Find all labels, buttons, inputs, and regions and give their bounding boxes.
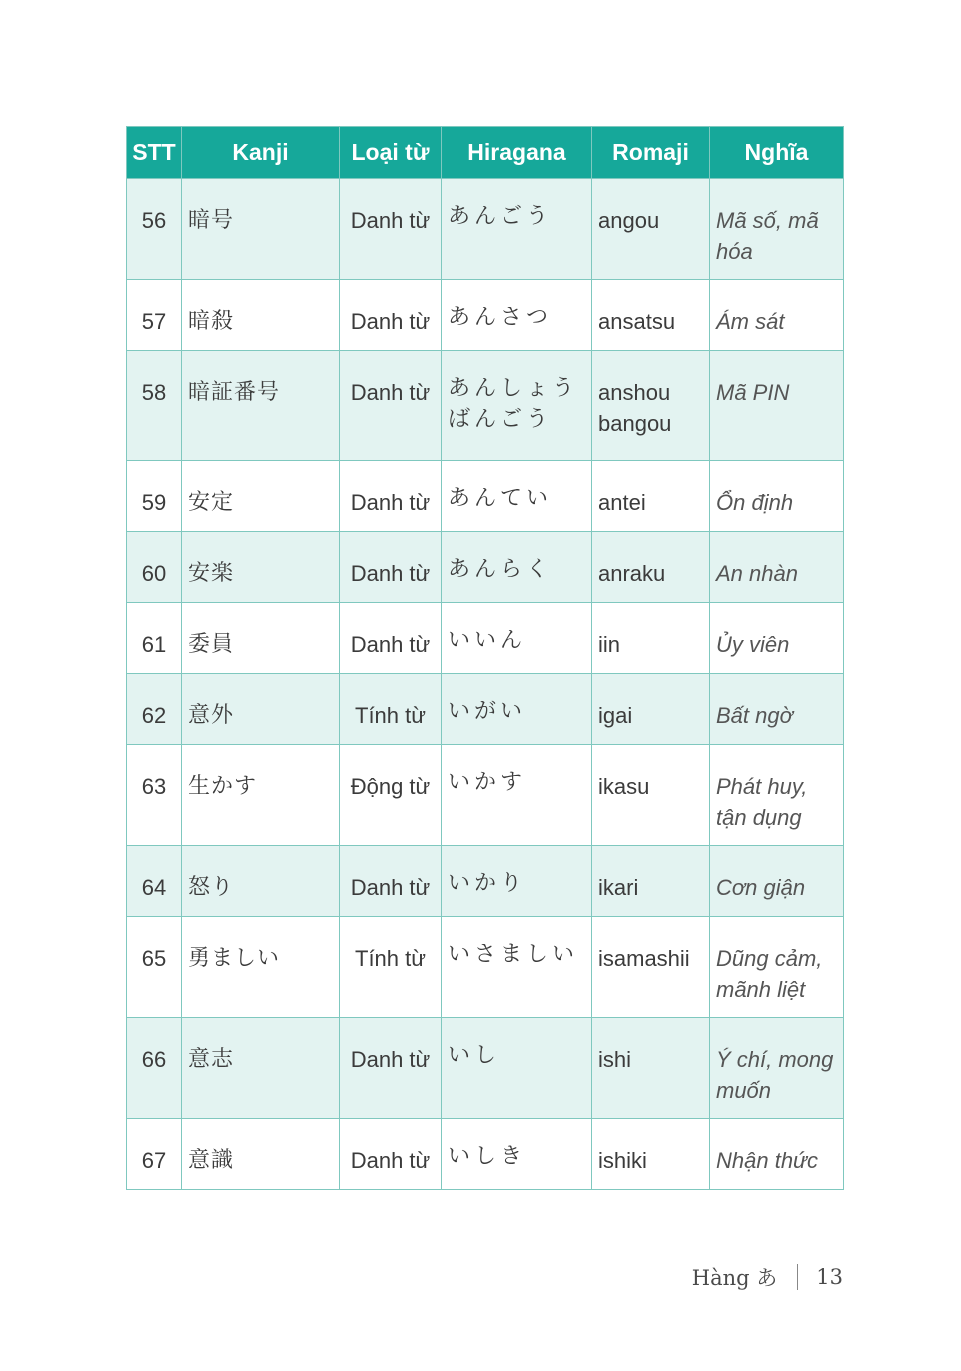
cell-hiragana: あんしょうばんごう <box>442 351 592 461</box>
table-row <box>127 280 844 351</box>
cell-stt: 63 <box>127 745 182 846</box>
header-kanji: Kanji <box>182 127 340 179</box>
cell-kanji: 暗号 <box>182 179 340 280</box>
cell-word-type: Tính từ <box>340 917 442 1018</box>
cell-meaning: An nhàn <box>710 532 844 603</box>
table-row <box>127 351 844 461</box>
table-row <box>127 674 844 745</box>
cell-hiragana: いがい <box>442 674 592 745</box>
vocabulary-table <box>126 126 844 1190</box>
cell-meaning: Dũng cảm, mãnh liệt <box>710 917 844 1018</box>
cell-stt: 61 <box>127 603 182 674</box>
cell-word-type: Danh từ <box>340 846 442 917</box>
cell-romaji: anraku <box>592 532 710 603</box>
cell-stt: 64 <box>127 846 182 917</box>
cell-romaji: ikasu <box>592 745 710 846</box>
table-row <box>127 917 844 1018</box>
cell-kanji: 安楽 <box>182 532 340 603</box>
cell-meaning: Mã số, mã hóa <box>710 179 844 280</box>
cell-stt: 60 <box>127 532 182 603</box>
table-row <box>127 179 844 280</box>
cell-word-type: Danh từ <box>340 1119 442 1190</box>
cell-kanji: 委員 <box>182 603 340 674</box>
cell-romaji: ishi <box>592 1018 710 1119</box>
cell-word-type: Danh từ <box>340 280 442 351</box>
cell-hiragana: あんさつ <box>442 280 592 351</box>
cell-stt: 67 <box>127 1119 182 1190</box>
cell-romaji: anshou bangou <box>592 351 710 461</box>
cell-kanji: 勇ましい <box>182 917 340 1018</box>
cell-stt: 65 <box>127 917 182 1018</box>
table-header-row <box>127 127 844 179</box>
cell-romaji: igai <box>592 674 710 745</box>
cell-romaji: ansatsu <box>592 280 710 351</box>
cell-word-type: Động từ <box>340 745 442 846</box>
cell-hiragana: いさましい <box>442 917 592 1018</box>
cell-meaning: Ổn định <box>710 461 844 532</box>
cell-kanji: 暗殺 <box>182 280 340 351</box>
cell-hiragana: あんごう <box>442 179 592 280</box>
cell-romaji: ishiki <box>592 1119 710 1190</box>
cell-kanji: 怒り <box>182 846 340 917</box>
table-row <box>127 846 844 917</box>
page-footer <box>0 1262 843 1292</box>
footer-divider <box>797 1264 798 1290</box>
cell-stt: 56 <box>127 179 182 280</box>
cell-hiragana: いかり <box>442 846 592 917</box>
header-word-type: Loại từ <box>340 127 442 179</box>
cell-hiragana: あんらく <box>442 532 592 603</box>
cell-hiragana: いしき <box>442 1119 592 1190</box>
cell-romaji: ikari <box>592 846 710 917</box>
cell-hiragana: いいん <box>442 603 592 674</box>
cell-word-type: Danh từ <box>340 532 442 603</box>
cell-meaning: Bất ngờ <box>710 674 844 745</box>
table-row <box>127 745 844 846</box>
cell-kanji: 意外 <box>182 674 340 745</box>
cell-hiragana: いかす <box>442 745 592 846</box>
table-row <box>127 1018 844 1119</box>
header-meaning: Nghĩa <box>710 127 844 179</box>
cell-word-type: Danh từ <box>340 351 442 461</box>
header-hiragana: Hiragana <box>442 127 592 179</box>
cell-hiragana: あんてい <box>442 461 592 532</box>
cell-stt: 58 <box>127 351 182 461</box>
cell-kanji: 生かす <box>182 745 340 846</box>
table-row <box>127 603 844 674</box>
table-row <box>127 532 844 603</box>
cell-meaning: Phát huy, tận dụng <box>710 745 844 846</box>
table-row <box>127 1119 844 1190</box>
cell-word-type: Danh từ <box>340 179 442 280</box>
cell-kanji: 意識 <box>182 1119 340 1190</box>
cell-meaning: Ủy viên <box>710 603 844 674</box>
cell-stt: 59 <box>127 461 182 532</box>
cell-stt: 66 <box>127 1018 182 1119</box>
cell-romaji: angou <box>592 179 710 280</box>
cell-hiragana: いし <box>442 1018 592 1119</box>
cell-word-type: Danh từ <box>340 603 442 674</box>
header-stt: STT <box>127 127 182 179</box>
footer-section-label: Hàng あ <box>691 1266 778 1290</box>
table-row <box>127 461 844 532</box>
cell-word-type: Danh từ <box>340 1018 442 1119</box>
cell-kanji: 意志 <box>182 1018 340 1119</box>
cell-kanji: 暗証番号 <box>182 351 340 461</box>
cell-stt: 57 <box>127 280 182 351</box>
cell-stt: 62 <box>127 674 182 745</box>
cell-meaning: Cơn giận <box>710 846 844 917</box>
cell-romaji: isamashii <box>592 917 710 1018</box>
cell-word-type: Tính từ <box>340 674 442 745</box>
cell-word-type: Danh từ <box>340 461 442 532</box>
page-number: 13 <box>816 1265 843 1289</box>
cell-romaji: iin <box>592 603 710 674</box>
cell-kanji: 安定 <box>182 461 340 532</box>
cell-meaning: Ý chí, mong muốn <box>710 1018 844 1119</box>
cell-meaning: Mã PIN <box>710 351 844 461</box>
cell-meaning: Ám sát <box>710 280 844 351</box>
cell-romaji: antei <box>592 461 710 532</box>
cell-meaning: Nhận thức <box>710 1119 844 1190</box>
header-romaji: Romaji <box>592 127 710 179</box>
